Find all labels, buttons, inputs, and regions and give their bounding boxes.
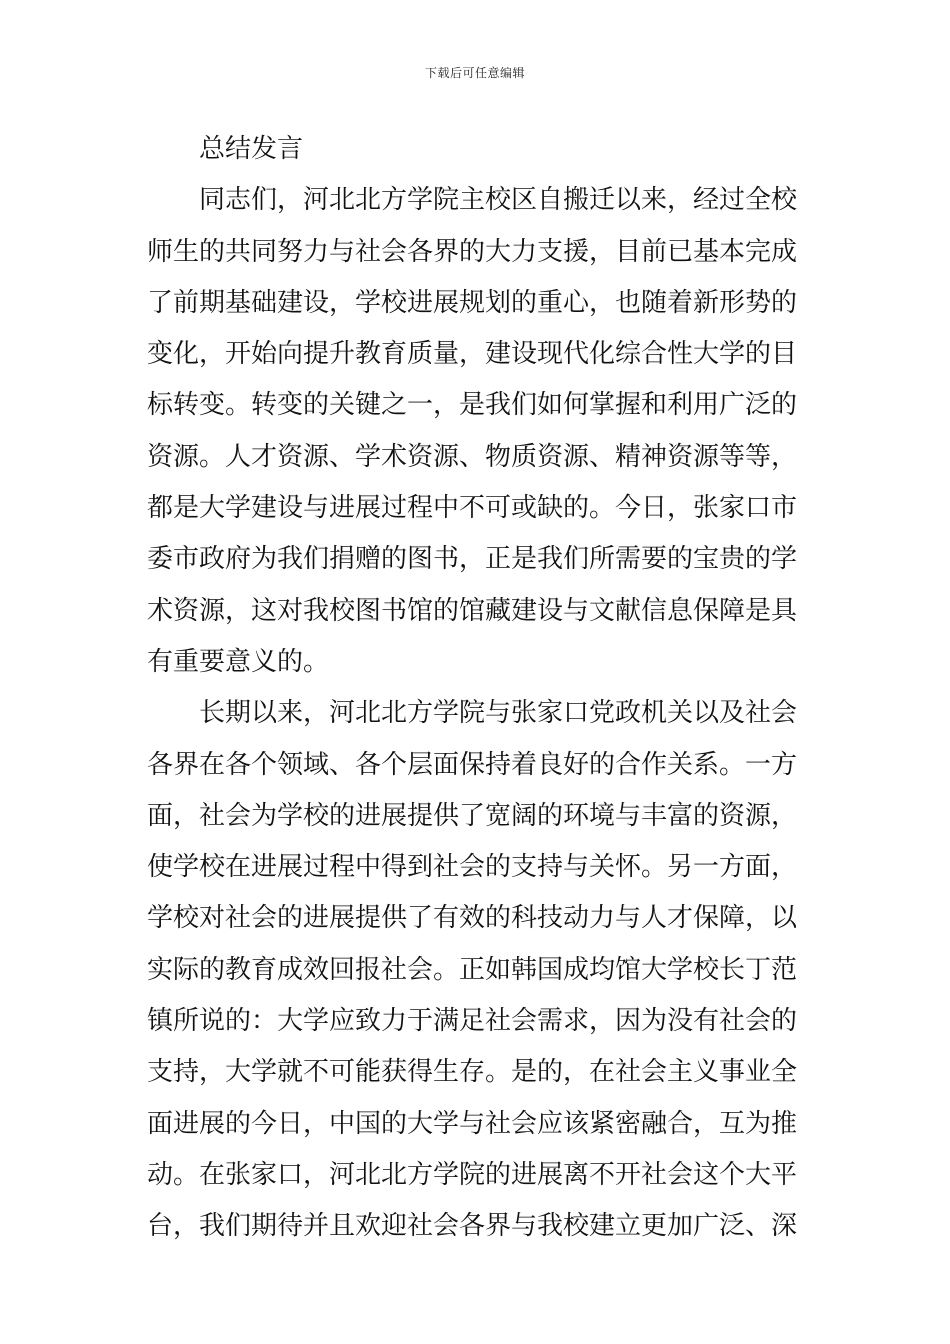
- paragraph-line: 标转变。转变的关键之一，是我们如何掌握和利用广泛的: [147, 390, 798, 421]
- paragraph-1: [147, 175, 807, 688]
- paragraph-line: 动。在张家口，河北北方学院的进展离不开社会这个大平: [147, 1159, 798, 1190]
- paragraph-line: 学校对社会的进展提供了有效的科技动力与人才保障，以: [147, 903, 798, 934]
- paragraph-line: 台，我们期待并且欢迎社会各界与我校建立更加广泛、深: [147, 1211, 798, 1242]
- paragraph-line: 支持，大学就不可能获得生存。是的，在社会主义事业全: [147, 1057, 798, 1088]
- paragraph-line: 长期以来，河北北方学院与张家口党政机关以及社会: [199, 698, 798, 729]
- paragraph-line: 同志们，河北北方学院主校区自搬迁以来，经过全校: [199, 185, 798, 216]
- paragraph-line: 面进展的今日，中国的大学与社会应该紧密融合，互为推: [147, 1108, 798, 1139]
- paragraph-line: 变化，开始向提升教育质量，建设现代化综合性大学的目: [147, 339, 798, 370]
- paragraph-line: 了前期基础建设，学校进展规划的重心，也随着新形势的: [147, 287, 798, 318]
- document-title: 总结发言: [199, 134, 304, 164]
- document-body: [147, 124, 807, 1253]
- paragraph-line: 实际的教育成效回报社会。正如韩国成均馆大学校长丁范: [147, 954, 798, 985]
- paragraph-line: 面，社会为学校的进展提供了宽阔的环境与丰富的资源，: [147, 800, 798, 831]
- page-header-note: 下载后可任意编辑: [424, 66, 525, 80]
- paragraph-line: 术资源，这对我校图书馆的馆藏建设与文献信息保障是具: [147, 595, 798, 626]
- paragraph-line: 各界在各个领域、各个层面保持着良好的合作关系。一方: [147, 749, 798, 780]
- paragraph-line: 有重要意义的。: [147, 646, 330, 677]
- paragraph-line: 委市政府为我们捐赠的图书，正是我们所需要的宝贵的学: [147, 544, 798, 575]
- paragraph-line: 镇所说的：大学应致力于满足社会需求，因为没有社会的: [147, 1006, 798, 1037]
- paragraph-line: 都是大学建设与进展过程中不可或缺的。今日，张家口市: [147, 493, 798, 524]
- paragraph-line: 资源。人才资源、学术资源、物质资源、精神资源等等，: [147, 441, 798, 472]
- paragraph-2: [147, 688, 807, 1252]
- paragraph-line: 使学校在进展过程中得到社会的支持与关怀。另一方面，: [147, 852, 798, 883]
- paragraph-line: 师生的共同努力与社会各界的大力支援，目前已基本完成: [147, 236, 798, 267]
